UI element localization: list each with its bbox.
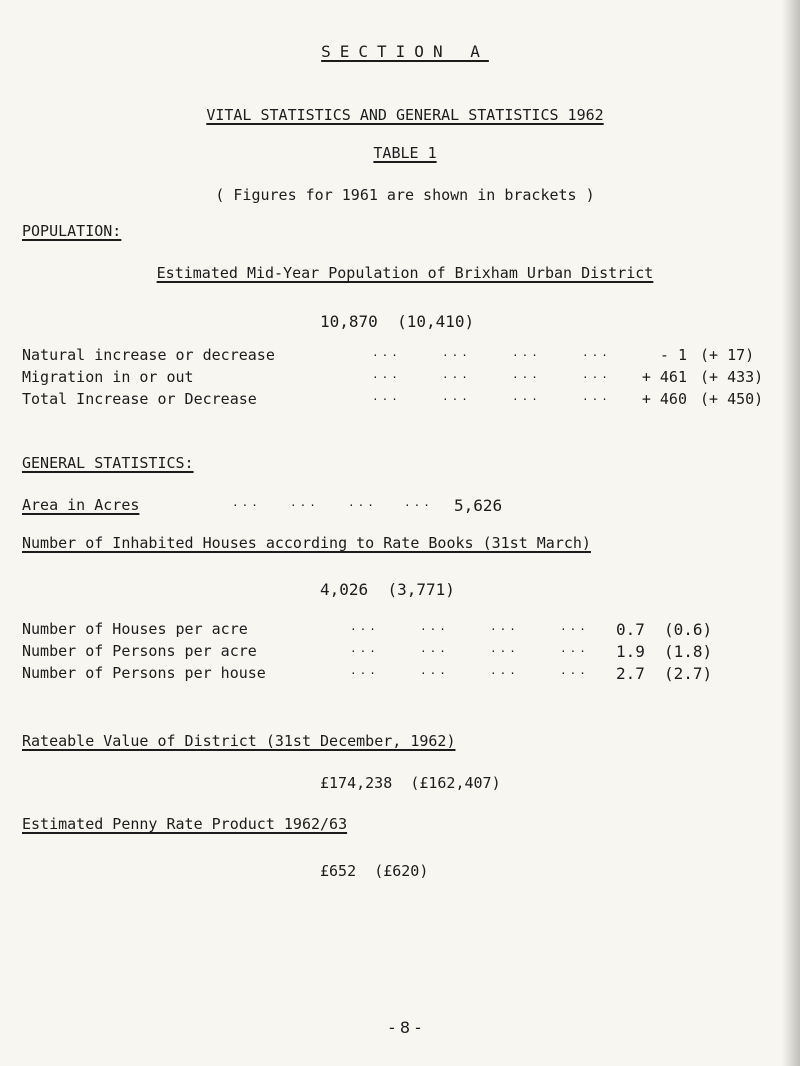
leader-dots: ... xyxy=(372,368,401,381)
brackets-note: ( Figures for 1961 are shown in brackets ) xyxy=(215,186,595,204)
row-value: 2.7 xyxy=(616,664,645,683)
houses-count xyxy=(320,580,455,599)
leader-dots: ... xyxy=(582,390,611,403)
page-edge-shadow xyxy=(782,0,800,1066)
houses-prev: (3,771) xyxy=(387,580,455,599)
population-estimate-heading: Estimated Mid-Year Population of Brixham Urban District xyxy=(156,264,654,282)
row-prev: (+ 450) xyxy=(700,390,764,408)
penny-heading: Estimated Penny Rate Product 1962/63 xyxy=(22,815,348,833)
row-prev: (2.7) xyxy=(664,664,713,683)
leader-dots: ... xyxy=(420,642,449,655)
rateable-value: £174,238 xyxy=(320,774,393,792)
table-row xyxy=(22,390,797,412)
row-value: 1.9 xyxy=(616,642,645,661)
row-value: 0.7 xyxy=(616,620,645,639)
penny-prev: (£620) xyxy=(374,862,429,880)
general-heading: GENERAL STATISTICS: xyxy=(22,454,194,472)
houses-value: 4,026 xyxy=(320,580,369,599)
rateable-prev: (£162,407) xyxy=(410,774,501,792)
table-row xyxy=(22,346,797,368)
table-label: TABLE 1 xyxy=(373,144,437,162)
leader-dots: ... xyxy=(560,642,589,655)
row-value: + 460 xyxy=(641,390,687,408)
rateable-value-line xyxy=(320,774,501,792)
population-estimate-value: 10,870 xyxy=(320,312,378,331)
leader-dots: ... xyxy=(560,620,589,633)
leader-dots: ... xyxy=(442,346,471,359)
row-label: Number of Persons per house xyxy=(22,664,266,682)
leader-dots: ... xyxy=(420,664,449,677)
leader-dots: ... xyxy=(348,496,377,509)
area-value: 5,626 xyxy=(454,496,503,515)
leader-dots: ... xyxy=(490,620,519,633)
row-prev: (1.8) xyxy=(664,642,713,661)
leader-dots: ... xyxy=(582,368,611,381)
row-label: Migration in or out xyxy=(22,368,194,386)
leader-dots: ... xyxy=(490,642,519,655)
table-row xyxy=(22,642,797,664)
leader-dots: ... xyxy=(350,620,379,633)
leader-dots: ... xyxy=(512,390,541,403)
population-heading: POPULATION: xyxy=(22,222,122,240)
page-number: - 8 - xyxy=(389,1018,421,1037)
row-value: - 1 xyxy=(659,346,687,364)
row-value: + 461 xyxy=(641,368,687,386)
penny-value-line xyxy=(320,862,428,880)
area-label: Area in Acres xyxy=(22,496,140,514)
row-prev: (+ 433) xyxy=(700,368,764,386)
leader-dots: ... xyxy=(404,496,433,509)
penny-value: £652 xyxy=(320,862,357,880)
houses-heading: Number of Inhabited Houses according to Rate Books (31st March) xyxy=(22,534,591,552)
leader-dots: ... xyxy=(372,346,401,359)
leader-dots: ... xyxy=(372,390,401,403)
row-prev: (+ 17) xyxy=(700,346,755,364)
leader-dots: ... xyxy=(490,664,519,677)
leader-dots: ... xyxy=(232,496,261,509)
population-estimate-prev: (10,410) xyxy=(397,312,475,331)
table-row xyxy=(22,368,797,390)
leader-dots: ... xyxy=(582,346,611,359)
leader-dots: ... xyxy=(442,390,471,403)
leader-dots: ... xyxy=(560,664,589,677)
table-row xyxy=(22,620,797,642)
rateable-heading: Rateable Value of District (31st December, 1962) xyxy=(22,732,456,750)
row-label: Natural increase or decrease xyxy=(22,346,275,364)
leader-dots: ... xyxy=(290,496,319,509)
row-prev: (0.6) xyxy=(664,620,713,639)
leader-dots: ... xyxy=(350,664,379,677)
table-row xyxy=(22,664,797,686)
population-estimate xyxy=(320,312,474,331)
row-label: Number of Houses per acre xyxy=(22,620,248,638)
area-row xyxy=(22,496,797,518)
main-title: VITAL STATISTICS AND GENERAL STATISTICS 1962 xyxy=(206,106,604,124)
leader-dots: ... xyxy=(512,368,541,381)
row-label: Total Increase or Decrease xyxy=(22,390,257,408)
section-heading: SECTION A xyxy=(321,42,489,61)
leader-dots: ... xyxy=(350,642,379,655)
leader-dots: ... xyxy=(512,346,541,359)
leader-dots: ... xyxy=(420,620,449,633)
leader-dots: ... xyxy=(442,368,471,381)
row-label: Number of Persons per acre xyxy=(22,642,257,660)
